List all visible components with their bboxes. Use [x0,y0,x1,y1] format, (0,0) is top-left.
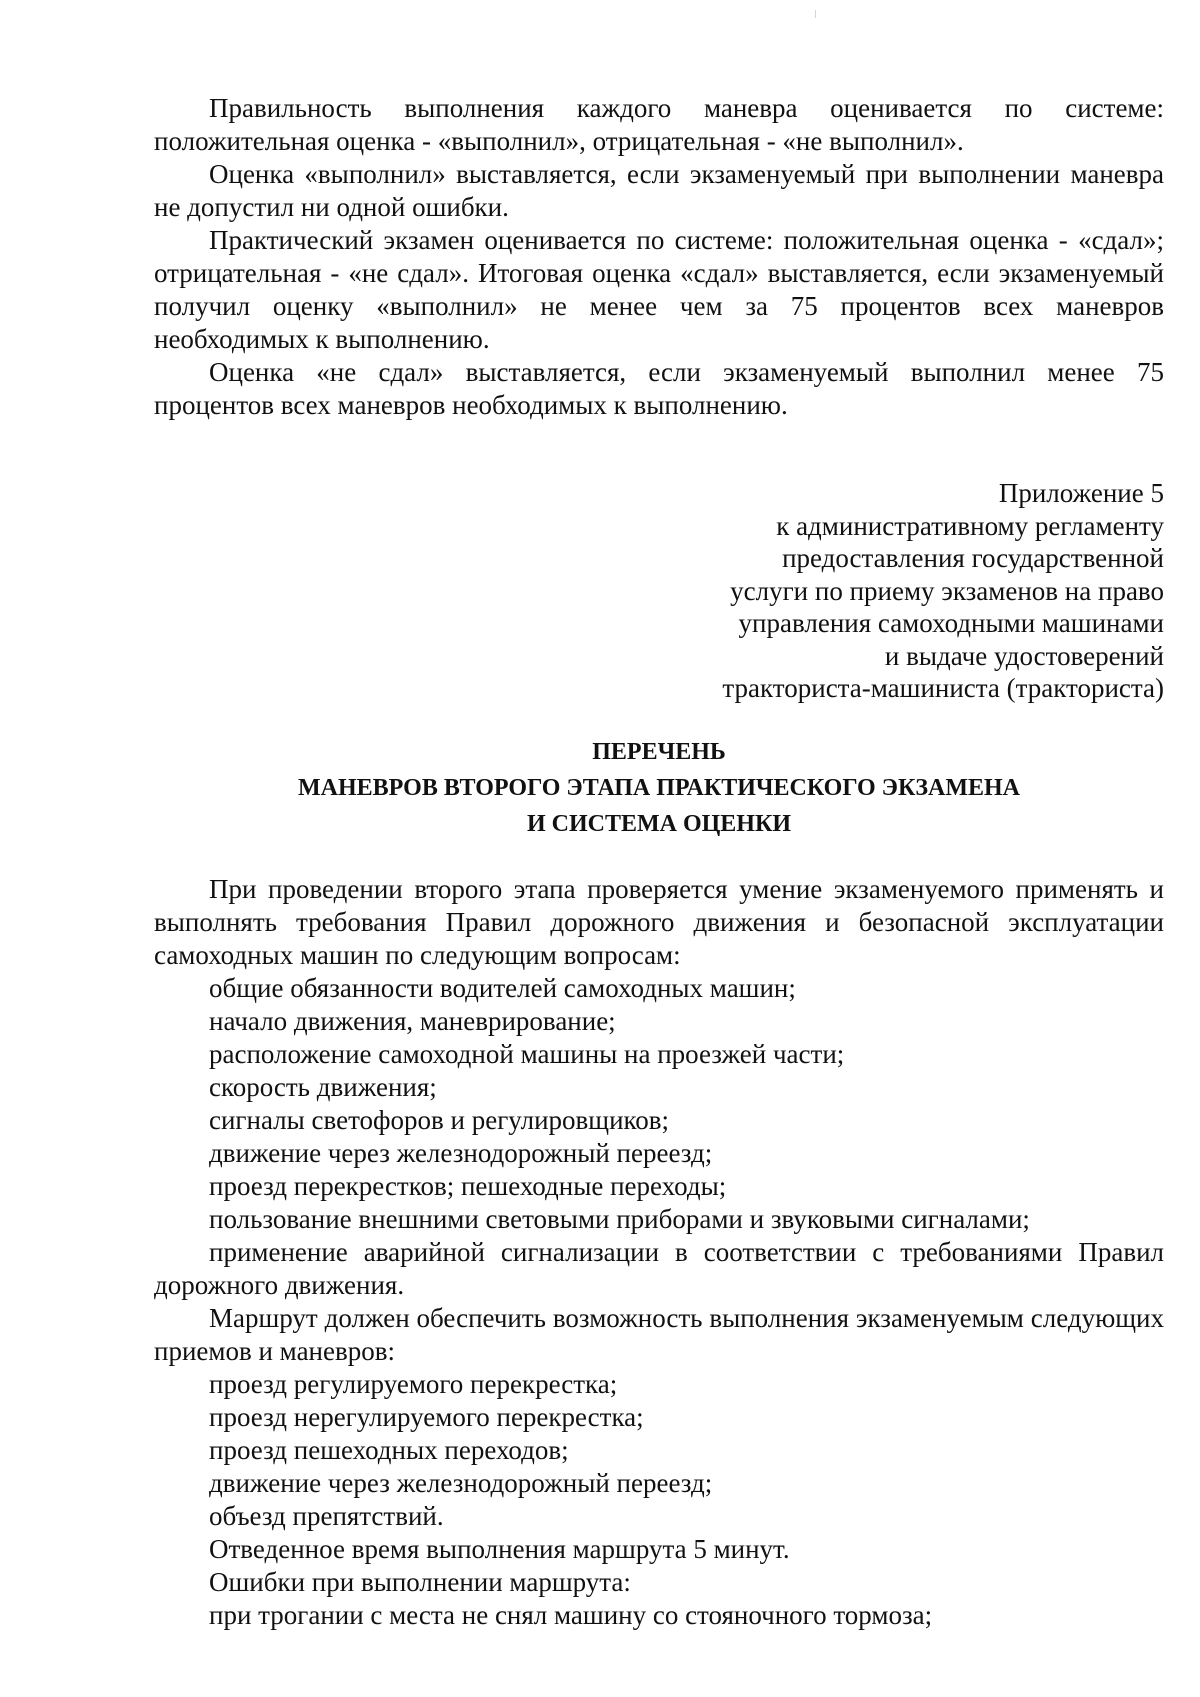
question-item: скорость движения; [209,1072,437,1102]
question-item: сигналы светофоров и регулировщиков; [209,1105,670,1135]
error-item: при трогании с места не снял машину со стояночного тормоза; [209,1600,933,1630]
paragraph-evaluation-system: Правильность выполнения каждого маневра оценивается по системе: положительная оценка - «выполнил», отрицательная - «не выполнил». [154,93,1164,156]
paragraph-route-lead: Маршрут должен обеспечить возможность выполнения экзаменуемым следующих приемов и маневров: [154,1303,1164,1366]
appendix-line: услуги по приему экзаменов на право [730,575,1164,606]
question-item: начало движения, маневрирование; [209,1006,616,1036]
title-line: ПЕРЕЧЕНЬ [592,739,726,765]
maneuvers-section [154,873,1164,1632]
paragraph-exam-grading: Практический экзамен оценивается по системе: положительная оценка - «сдал»; отрицательная - «не сдал». Итоговая оценка «сдал» выставляется, если экзаменуемый получил оценку «выполнил» не менее чем за 75 процентов всех маневров необходимых к выполнению. [154,225,1164,354]
intro-section [154,92,1164,422]
paragraph-failed-criterion: Оценка «не сдал» выставляется, если экзаменуемый выполнил менее 75 процентов всех маневров необходимых к выполнению. [154,357,1164,420]
appendix-line: к административному регламенту [776,510,1164,541]
question-item: пользование внешними световыми приборами и звуковыми сигналами; [209,1204,1030,1234]
appendix-line: управления самоходными машинами [738,608,1164,638]
maneuver-item: проезд пешеходных переходов; [209,1435,569,1465]
appendix-line: Приложение 5 [998,478,1164,508]
maneuver-item: проезд регулируемого перекрестка; [209,1369,618,1399]
appendix-line: и выдаче удостоверений [884,640,1164,671]
paragraph-second-stage-lead: При проведении второго этапа проверяется умение экзаменуемого применять и выполнять требования Правил дорожного движения и безопасной эксплуатации самоходных машин по следующим вопросам: [154,874,1164,970]
maneuver-item: проезд нерегулируемого перекрестка; [209,1402,644,1432]
route-time-line: Отведенное время выполнения маршрута 5 минут. [209,1534,790,1564]
appendix-line: тракториста-машиниста (тракториста) [722,673,1164,703]
document-title [154,734,1164,842]
paragraph-passed-criterion: Оценка «выполнил» выставляется, если экзаменуемый при выполнении маневра не допустил ни одной ошибки. [154,159,1164,222]
question-item: расположение самоходной машины на проезжей части; [209,1039,845,1069]
appendix-header [564,477,1164,705]
question-item: общие обязанности водителей самоходных машин; [209,973,796,1003]
maneuver-item: движение через железнодорожный переезд; [209,1468,713,1498]
question-item: движение через железнодорожный переезд; [209,1138,713,1168]
scan-mark [815,10,816,18]
appendix-line: предоставления государственной [782,543,1164,573]
question-item: проезд перекрестков; пешеходные переходы; [209,1171,727,1201]
title-line: МАНЕВРОВ ВТОРОГО ЭТАПА ПРАКТИЧЕСКОГО ЭКЗАМЕНА [297,775,1021,801]
question-item-alarm: применение аварийной сигнализации в соответствии с требованиями Правил дорожного движения. [154,1237,1164,1300]
title-line: И СИСТЕМА ОЦЕНКИ [526,811,792,837]
maneuver-item: объезд препятствий. [209,1501,444,1531]
errors-lead-line: Ошибки при выполнении маршрута: [209,1567,631,1597]
